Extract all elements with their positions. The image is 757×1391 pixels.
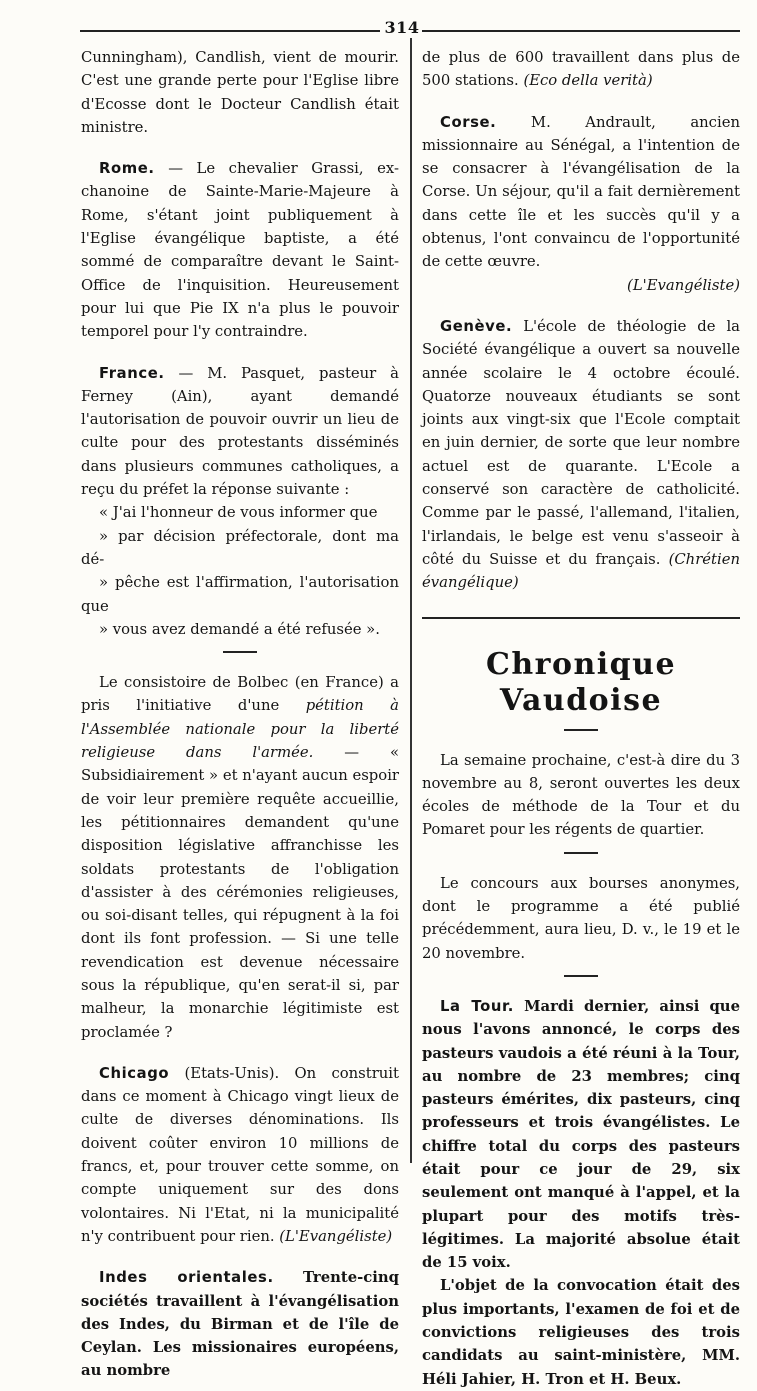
article-france-heading: France.: [99, 364, 165, 382]
left-column: [81, 46, 399, 1383]
article-rome-heading: Rome.: [99, 160, 155, 178]
article-bolbec-text-1: Le consistoire de Bolbec (en France) a pris l'initiative d'une: [81, 674, 399, 715]
article-chicago-text: (Etats-Unis). On construit dans ce moment à Chicago vingt lieux de culte de diverses dénominations. Ils doivent coûter environ 10 millions de francs, et, pour trouver cette somme, on compte uniquement sur des dons volontaires. Ni l'Etat, ni la municipalité n'y contribuent pour rien.: [81, 1064, 399, 1245]
article-indes-heading: Indes orientales.: [99, 1269, 274, 1287]
separator-dash: [223, 651, 257, 653]
article-france: [81, 362, 399, 502]
article-bolbec: [81, 671, 399, 1044]
right-paragraph-source: (Eco della verità): [523, 72, 653, 90]
prefect-quote-line-2: » par décision préfectorale, dont ma dé-: [81, 527, 399, 568]
separator-dash: [564, 852, 598, 854]
article-corse-source: (L'Evangéliste): [627, 276, 740, 294]
article-geneve-source: (Chrétien évangélique): [422, 550, 740, 592]
left-paragraph-candlish: Cunningham), Candlish, vient de mourir. C'est une grande perte pour l'Eglise libre d'Ecosse dont le Docteur Candlish était ministre.: [81, 49, 399, 136]
right-column: [422, 46, 740, 1391]
separator-dash: [564, 729, 598, 731]
article-corse-heading: Corse.: [440, 113, 497, 131]
prefect-quote-line-4: » vous avez demandé a été refusée ».: [99, 620, 380, 638]
right-paragraph-continued-text: de plus de 600 travaillent dans plus de 500 stations.: [422, 49, 740, 90]
article-geneve: [422, 315, 740, 595]
article-chicago-source: (L'Evangéliste): [279, 1227, 393, 1245]
article-bolbec-text-2: — « Subsidiairement » et n'ayant aucun espoir de voir leur première requête accueillie, les pétitionnaires demandent qu'une disposition législative affranchisse les soldats protestants de l'obligation d'assister à des cérémonies religieuses, ou soi-disant telles, qui répugnent à la foi dont ils font profession. — Si une telle revendication est devenue nécessaire sous la république, qu'en serat-il si, par malheur, la monarchie légitimiste est proclamée ?: [81, 744, 399, 1041]
header-rule-left: [80, 30, 380, 32]
article-latour: [422, 995, 740, 1275]
column-divider: [410, 38, 412, 1163]
article-corse: [422, 111, 740, 274]
header-rule-right: [422, 30, 740, 32]
article-chicago-heading: Chicago: [99, 1064, 170, 1082]
article-geneve-text: L'école de théologie de la Société évangélique a ouvert sa nouvelle année scolaire le 4 octobre écoulé. Quatorze nouveaux étudiants se sont joints aux vingt-six que l'Ecole comptait en juin dernier, de sorte que leur nombre actuel est de quarante. L'Ecole a conservé son caractère de catholicité. Comme par le passé, l'allemand, l'italien, l'irlandais, le belge est venu s'asseoir à côté du Suisse et du français.: [422, 317, 740, 568]
article-geneve-heading: Genève.: [440, 317, 513, 335]
prefect-quote-line-3: » pêche est l'affirmation, l'autorisation que: [81, 574, 399, 615]
article-chicago: [81, 1062, 399, 1248]
article-latour-heading: La Tour.: [440, 997, 514, 1015]
article-corse-text: M. Andrault, ancien missionnaire au Sénégal, a l'intention de se consacrer à l'évangélisation de la Corse. Un séjour, qu'il a fait dernièrement dans cette île et les succès qu'il y a obtenus, l'ont convaincu de l'opportunité de cette œuvre.: [422, 113, 740, 271]
article-latour-text-2: L'objet de la convocation était des plus importants, l'examen de foi et de convictions religieuses des trois candidats au saint-ministère, MM. Héli Jahier, H. Tron et H. Beux.: [422, 1277, 740, 1388]
page-number: 314: [384, 18, 420, 37]
article-indes: [81, 1266, 399, 1382]
chronique-paragraph-2: Le concours aux bourses anonymes, dont le programme a été publié précédemment, aura lieu, D. v., le 19 et le 20 novembre.: [422, 874, 740, 962]
right-paragraph-continued: [422, 46, 740, 93]
article-france-text: — M. Pasquet, pasteur à Ferney (Ain), ayant demandé l'autorisation de pouvoir ouvrir un lieu de culte pour des protestants disséminés dans plusieurs communes catholiques, a reçu du préfet la réponse suivante :: [81, 364, 399, 499]
prefect-quote: [81, 501, 399, 641]
prefect-quote-line-1: « J'ai l'honneur de vous informer que: [99, 504, 378, 522]
section-rule: [422, 617, 740, 619]
article-indes-text: Trente-cinq sociétés travaillent à l'évangélisation des Indes, du Birman et de l'île de Ceylan. Les missionaires européens, au nombre: [81, 1269, 399, 1380]
article-rome: [81, 157, 399, 343]
chronique-title: Chronique Vaudoise: [485, 646, 677, 718]
chronique-paragraph-1: La semaine prochaine, c'est-à dire du 3 novembre au 8, seront ouvertes les deux écoles de méthode de la Tour et du Pomaret pour les régents de quartier.: [422, 751, 740, 839]
article-latour-text: Mardi dernier, ainsi que nous l'avons annoncé, le corps des pasteurs vaudois a été réuni à la Tour, au nombre de 23 membres; cinq pasteurs émérites, dix pasteurs, cinq professeurs et trois évangélistes. Le chiffre total du corps des pasteurs était pour ce jour de 29, six seulement ont manqué à l'appel, et la plupart pour des motifs très-légitimes. La majorité absolue était de 15 voix.: [422, 997, 740, 1272]
separator-dash: [564, 975, 598, 977]
article-bolbec-petition: pétition à l'Assemblée nationale pour la liberté religieuse dans l'armée.: [81, 697, 399, 762]
article-rome-text: — Le chevalier Grassi, ex-chanoine de Sainte-Marie-Majeure à Rome, s'étant joint publiquement à l'Eglise évangélique baptiste, a été sommé de comparaître devant le Saint-Office de l'inquisition. Heureusement pour lui que Pie IX n'a plus le pouvoir temporel pour l'y contraindre.: [81, 160, 399, 341]
